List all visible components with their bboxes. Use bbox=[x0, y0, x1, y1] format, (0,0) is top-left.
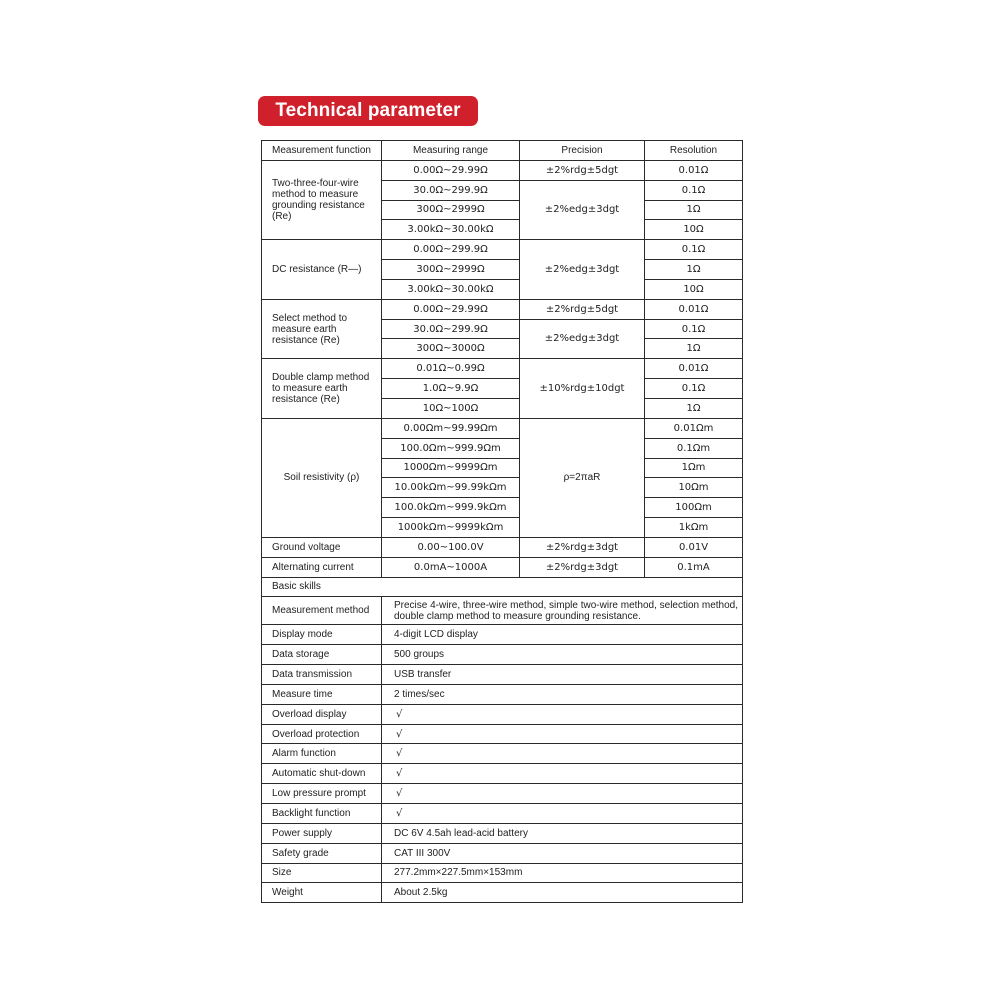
range-cell: 300Ω~2999Ω bbox=[382, 260, 520, 280]
spec-label: Overload protection bbox=[262, 724, 382, 744]
function-cell: Soil resistivity (ρ) bbox=[262, 418, 382, 537]
resolution-cell: 0.1Ωm bbox=[645, 438, 743, 458]
range-cell: 1.0Ω~9.9Ω bbox=[382, 379, 520, 399]
checkmark-icon: √ bbox=[382, 764, 743, 784]
checkmark-icon: √ bbox=[382, 724, 743, 744]
function-cell: Double clamp method to measure earth resistance (Re) bbox=[262, 359, 382, 419]
spec-value: 2 times/sec bbox=[382, 684, 743, 704]
spec-label: Data transmission bbox=[262, 665, 382, 685]
table-row bbox=[262, 823, 743, 843]
range-cell: 100.0Ωm~999.9Ωm bbox=[382, 438, 520, 458]
range-cell: 3.00kΩ~30.00kΩ bbox=[382, 220, 520, 240]
spec-label: Safety grade bbox=[262, 843, 382, 863]
spec-label: Alarm function bbox=[262, 744, 382, 764]
table-header-row bbox=[262, 141, 743, 161]
resolution-cell: 0.1Ω bbox=[645, 180, 743, 200]
resolution-cell: 100Ωm bbox=[645, 498, 743, 518]
table-row bbox=[262, 684, 743, 704]
table-row bbox=[262, 804, 743, 824]
table-row bbox=[262, 843, 743, 863]
table-row bbox=[262, 537, 743, 557]
header-resolution: Resolution bbox=[645, 141, 743, 161]
precision-cell: ±10%rdg±10dgt bbox=[520, 359, 645, 419]
spec-value: USB transfer bbox=[382, 665, 743, 685]
spec-value: About 2.5kg bbox=[382, 883, 743, 903]
precision-cell: ±2%edg±3dgt bbox=[520, 319, 645, 359]
precision-cell: ±2%rdg±3dgt bbox=[520, 537, 645, 557]
precision-cell: ±2%rdg±3dgt bbox=[520, 557, 645, 577]
table-row bbox=[262, 863, 743, 883]
resolution-cell: 0.01V bbox=[645, 537, 743, 557]
basic-skills-label: Basic skills bbox=[262, 577, 743, 597]
spec-value: Precise 4-wire, three-wire method, simple two-wire method, selection method, double clamp method to measure grounding resistance. bbox=[382, 597, 743, 625]
resolution-cell: 0.1mA bbox=[645, 557, 743, 577]
range-cell: 300Ω~3000Ω bbox=[382, 339, 520, 359]
range-cell: 1000Ωm~9999Ωm bbox=[382, 458, 520, 478]
precision-cell: ±2%rdg±5dgt bbox=[520, 299, 645, 319]
spec-label: Size bbox=[262, 863, 382, 883]
function-cell: Alternating current bbox=[262, 557, 382, 577]
function-cell: Select method to measure earth resistance (Re) bbox=[262, 299, 382, 359]
spec-label: Overload display bbox=[262, 704, 382, 724]
table-row bbox=[262, 724, 743, 744]
precision-cell: ±2%edg±3dgt bbox=[520, 240, 645, 300]
spec-label: Power supply bbox=[262, 823, 382, 843]
table-row bbox=[262, 557, 743, 577]
spec-value: 500 groups bbox=[382, 645, 743, 665]
table-row bbox=[262, 645, 743, 665]
header-precision: Precision bbox=[520, 141, 645, 161]
table-row bbox=[262, 418, 743, 438]
range-cell: 30.0Ω~299.9Ω bbox=[382, 180, 520, 200]
resolution-cell: 0.01Ω bbox=[645, 299, 743, 319]
resolution-cell: 0.01Ωm bbox=[645, 418, 743, 438]
resolution-cell: 1Ω bbox=[645, 339, 743, 359]
range-cell: 0.0mA~1000A bbox=[382, 557, 520, 577]
table-row bbox=[262, 665, 743, 685]
table-row bbox=[262, 784, 743, 804]
function-cell: DC resistance (R—) bbox=[262, 240, 382, 300]
resolution-cell: 10Ωm bbox=[645, 478, 743, 498]
table-row bbox=[262, 744, 743, 764]
function-cell: Two-three-four-wire method to measure grounding resistance (Re) bbox=[262, 160, 382, 239]
spec-value: 277.2mm×227.5mm×153mm bbox=[382, 863, 743, 883]
precision-cell: ±2%rdg±5dgt bbox=[520, 160, 645, 180]
range-cell: 0.00Ω~29.99Ω bbox=[382, 160, 520, 180]
range-cell: 100.0kΩm~999.9kΩm bbox=[382, 498, 520, 518]
resolution-cell: 0.1Ω bbox=[645, 319, 743, 339]
range-cell: 300Ω~2999Ω bbox=[382, 200, 520, 220]
precision-cell: ±2%edg±3dgt bbox=[520, 180, 645, 240]
spec-label: Display mode bbox=[262, 625, 382, 645]
range-cell: 1000kΩm~9999kΩm bbox=[382, 518, 520, 538]
section-title: Technical parameter bbox=[275, 100, 461, 121]
range-cell: 3.00kΩ~30.00kΩ bbox=[382, 279, 520, 299]
resolution-cell: 10Ω bbox=[645, 279, 743, 299]
table-row bbox=[262, 160, 743, 180]
range-cell: 0.01Ω~0.99Ω bbox=[382, 359, 520, 379]
section-title-banner bbox=[258, 96, 478, 126]
resolution-cell: 1Ωm bbox=[645, 458, 743, 478]
range-cell: 0.00Ωm~99.99Ωm bbox=[382, 418, 520, 438]
precision-cell: ρ=2πaR bbox=[520, 418, 645, 537]
checkmark-icon: √ bbox=[382, 784, 743, 804]
checkmark-icon: √ bbox=[382, 744, 743, 764]
table-row bbox=[262, 240, 743, 260]
table-row bbox=[262, 359, 743, 379]
spec-value: CAT III 300V bbox=[382, 843, 743, 863]
range-cell: 10Ω~100Ω bbox=[382, 398, 520, 418]
spec-label: Backlight function bbox=[262, 804, 382, 824]
resolution-cell: 1Ω bbox=[645, 260, 743, 280]
checkmark-icon: √ bbox=[382, 804, 743, 824]
resolution-cell: 1Ω bbox=[645, 398, 743, 418]
table-row bbox=[262, 299, 743, 319]
technical-parameter-table bbox=[261, 140, 743, 903]
range-cell: 0.00Ω~29.99Ω bbox=[382, 299, 520, 319]
spec-label: Weight bbox=[262, 883, 382, 903]
checkmark-icon: √ bbox=[382, 704, 743, 724]
resolution-cell: 0.1Ω bbox=[645, 240, 743, 260]
spec-label: Measurement method bbox=[262, 597, 382, 625]
table-row bbox=[262, 764, 743, 784]
table-row bbox=[262, 883, 743, 903]
resolution-cell: 0.1Ω bbox=[645, 379, 743, 399]
table-row bbox=[262, 597, 743, 625]
basic-skills-row bbox=[262, 577, 743, 597]
resolution-cell: 0.01Ω bbox=[645, 359, 743, 379]
resolution-cell: 1Ω bbox=[645, 200, 743, 220]
resolution-cell: 10Ω bbox=[645, 220, 743, 240]
spec-label: Low pressure prompt bbox=[262, 784, 382, 804]
resolution-cell: 1kΩm bbox=[645, 518, 743, 538]
function-cell: Ground voltage bbox=[262, 537, 382, 557]
range-cell: 0.00~100.0V bbox=[382, 537, 520, 557]
range-cell: 30.0Ω~299.9Ω bbox=[382, 319, 520, 339]
spec-label: Automatic shut-down bbox=[262, 764, 382, 784]
spec-label: Data storage bbox=[262, 645, 382, 665]
header-measuring-range: Measuring range bbox=[382, 141, 520, 161]
table-row bbox=[262, 704, 743, 724]
range-cell: 10.00kΩm~99.99kΩm bbox=[382, 478, 520, 498]
header-measurement-function: Measurement function bbox=[262, 141, 382, 161]
range-cell: 0.00Ω~299.9Ω bbox=[382, 240, 520, 260]
table-row bbox=[262, 625, 743, 645]
spec-label: Measure time bbox=[262, 684, 382, 704]
spec-value: DC 6V 4.5ah lead-acid battery bbox=[382, 823, 743, 843]
spec-value: 4-digit LCD display bbox=[382, 625, 743, 645]
resolution-cell: 0.01Ω bbox=[645, 160, 743, 180]
